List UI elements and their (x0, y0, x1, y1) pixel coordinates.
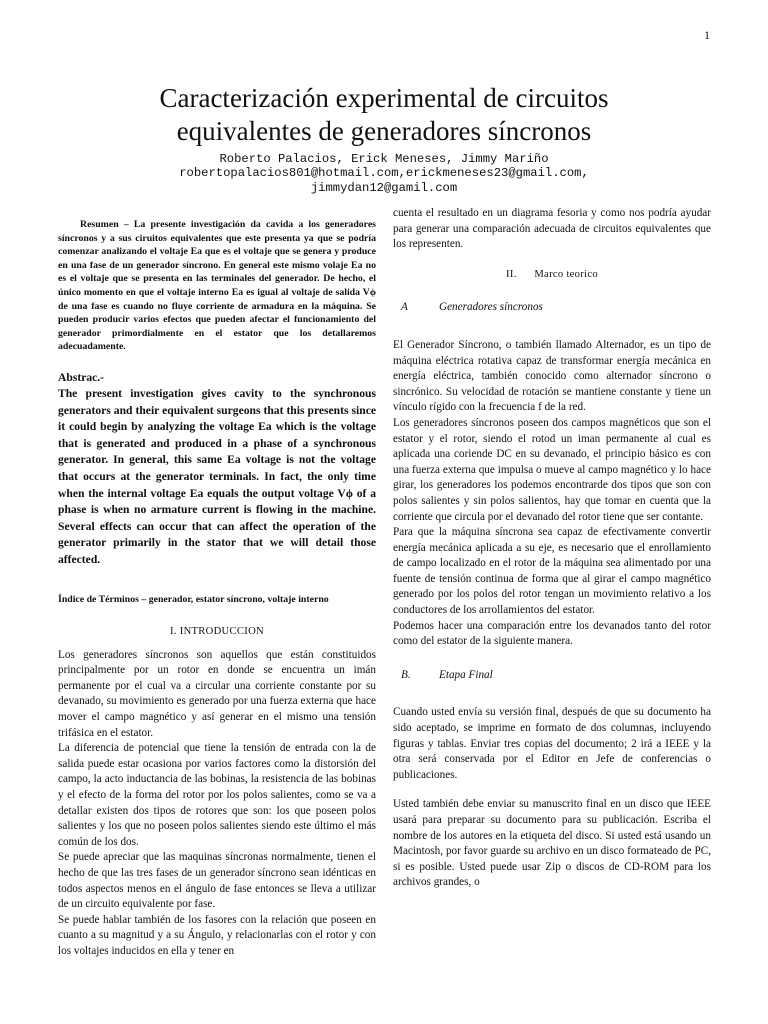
abstract-heading: Abstrac.- (58, 370, 105, 384)
section-heading-introduccion: I. INTRODUCCION (170, 626, 264, 638)
marco-paragraph-3: Para que la máquina síncrona sea capaz de efectivamente convertir energía mecánica aplicada a su eje, es necesario que el enrollamiento de campo localizado en el rotor de la máquina sea alimentado por una fuente de tensión continua de forma que al girar el campo magnético generado por los polos del rotor tengan un movimiento relativo a los conductores de los arrollamientos del estator. (393, 526, 711, 617)
marco-paragraph-1: El Generador Síncrono, o también llamado Alternador, es un tipo de máquina eléctrica rotativa capaz de transformar energía mecánica en energía eléctrica, también conocido como alternador síncrono o sincrónico. Su velocidad de rotación se mantiene constante y tiene un vínculo rígido con la frecuencia f de la red. (393, 338, 711, 414)
subsection-a-heading (393, 300, 711, 316)
subsection-b-heading (393, 668, 711, 684)
right-column (393, 206, 711, 891)
intro-paragraph-4: Se puede hablar también de los fasores con la relación que poseen en cuanto a su magnitud y a su Ángulo, y relacionarlas con el rotor y con los voltajes inducidos en ella y tener en (58, 913, 376, 957)
index-terms: Índice de Términos – generador, estator síncrono, voltaje interno (58, 594, 329, 606)
paragraph-gap (393, 783, 711, 797)
section-heading-marco-teorico: II. Marco teorico (506, 268, 598, 280)
author-emails (60, 166, 708, 196)
authors: Roberto Palacios, Erick Meneses, Jimmy Mariño (219, 152, 549, 166)
paper-title (60, 82, 708, 148)
resumen-paragraph: Resumen – La presente investigación da cavida a los generadores síncronos y a sus ciruitos equivalentes que este presenta ya que se podría comenzar analizando el voltaje Ea que es el voltaje que se genera y produce en una fase de un generador síncrono. En general este mismo volaje Ea no es el voltaje que se presenta en las terminales del generador. De hecho, el único momento en que el voltaje interno Ea es igual al voltaje de salida Vϕ de una fase es cuando no fluye corriente de armadura en la máquina. Se pueden producir varios efectos que pueden afectar el funcionamiento del generador primordialmente en el estator que los detallaremos adecuadamente. (58, 219, 376, 353)
continued-paragraph: cuenta el resultado en un diagrama fesoria y como nos podría ayudar para generar una comparación adecuada de circuitos equivalentes que los representen. (393, 207, 711, 251)
intro-paragraph-1: Los generadores síncronos son aquellos que están constituidos principalmente por un rotor en donde se encuentra un imán permanente por el cual va a circular una corriente constante por su devanado, su movimiento es generado por una fuerza externa que hace mover el campo magnético y así generar en el mismo una tensión trifásica en el estator. (58, 648, 376, 739)
title-line-1: Caracterización experimental de circuitos (159, 83, 609, 113)
subsection-b-title: Etapa Final (439, 668, 493, 681)
title-line-2: equivalentes de generadores síncronos (176, 116, 592, 146)
marco-paragraph-4: Podemos hacer una comparación entre los devanados tanto del rotor como del estator de la siguiente manera. (393, 619, 711, 648)
subsection-a-number: A (401, 301, 408, 314)
etapa-paragraph-1: Cuando usted envía su versión final, después de que su documento ha sido aceptado, se imprime en formato de dos columnas, incluyendo figuras y tablas. Enviar tres copias del documento; 2 irá a IEEE y la otra será conservada por el Editor en Jefe de conferencias o publicaciones. (393, 706, 711, 781)
subsection-a-title: Generadores síncronos (439, 301, 543, 314)
intro-paragraph-2: La diferencia de potencial que tiene la tensión de entrada con la de salida puede estar ocasiona por varios factores como la distorsión del campo, la acto inductancia de las bobinas, la resistencia de las bobinas y el efecto de la forma del rotor por los polos salientes, como se va a detallar existen dos tipos de rotores que son: los que poseen polos salientes y los que no poseen polos salientes siendo este último el más común de los dos. (58, 742, 376, 848)
subsection-b-number: B. (401, 668, 411, 681)
abstract-paragraph: The present investigation gives cavity to the synchronous generators and their equivalent surgeons that this presents since it could begin by analyzing the voltage Ea which is the voltage that is generated and produced in a phase of a synchronous generator. In general, this same Ea voltage is not the voltage that occurs at the generator terminals. In fact, the only time when the internal voltage Ea equals the output voltage Vϕ of a phase is when no armature current is flowing in the machine. Several effects can occur that can affect the operation of the generator primarily in the stator that we will detail those affected. (58, 386, 376, 566)
intro-paragraph-3: Se puede apreciar que las maquinas síncronas normalmente, tienen el hecho de que las tres fases de un generador síncrono sean idénticas en todos aspectos menos en el ángulo de fase entonces se lleva a utilizar de un circuito equivalente por fase. (58, 851, 376, 911)
marco-paragraph-2: Los generadores síncronos poseen dos campos magnéticos que son el estator y el rotor, siendo el rotod un iman permanente al cual es aplicada una coriende DC en su devanado, el principio básico es con una fuerza externa que impulsa o mueve al campo magnético y lo hace girar, los generadores los podemos encontrarde dos tipos que son con polos salientes y sin polos salientos, hay que tomar en cuenta que la corriente que circula por el devanado del rotor tiene que ser contante. (393, 416, 711, 523)
emails-line-1: robertopalacios801@hotmail.com,erickmeneses23@gmail.com, (179, 166, 589, 180)
left-column (58, 218, 376, 960)
page-number: 1 (704, 28, 710, 42)
etapa-paragraph-2: Usted también debe enviar su manuscrito final en un disco que IEEE usará para preparar su documento para su publicación. Escriba el nombre de los autores en la etiqueta del disco. Si usted está usando un Macintosh, por favor guarde su archivo en un disco formateado de PC, si es posible. Usted puede usar Zip o discos de CD-ROM para los archivos grandes, o (393, 798, 711, 889)
emails-line-2: jimmydan12@gamil.com (310, 181, 458, 195)
